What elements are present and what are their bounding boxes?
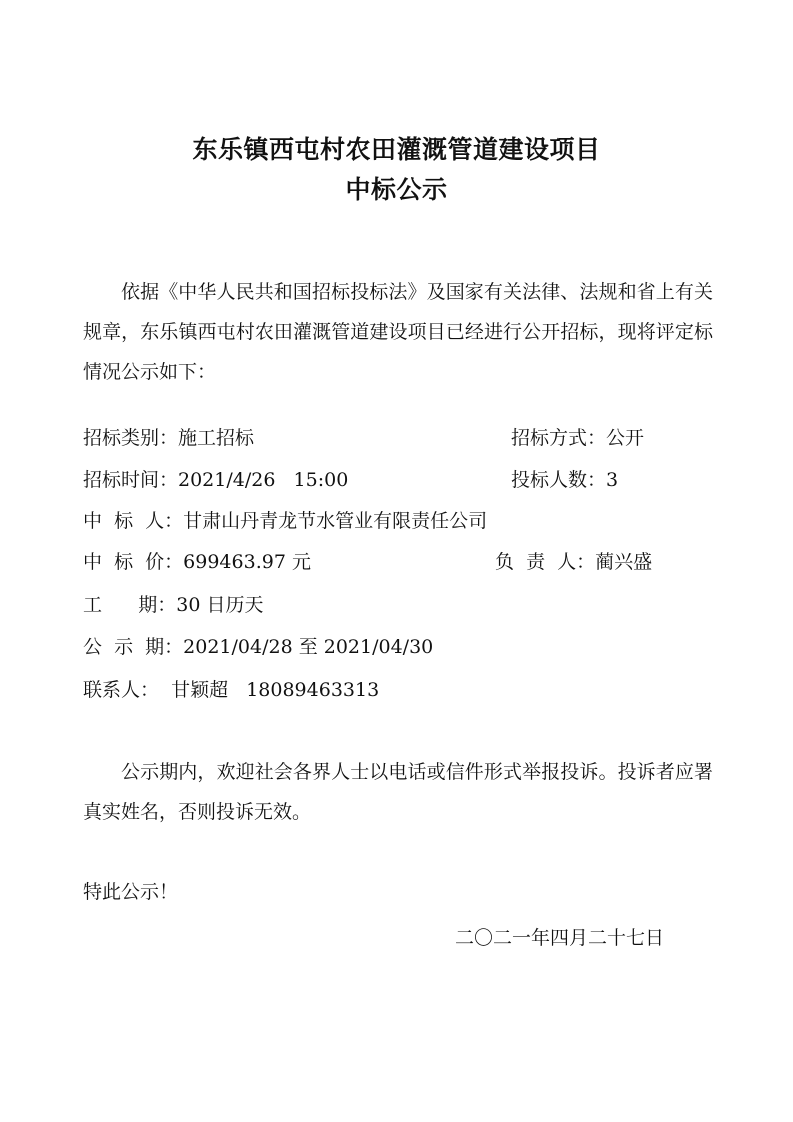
winning-price-field: 中 标 价：699463.97 元: [83, 551, 311, 573]
notice-period-field: 公 示 期：2021/04/28 至 2021/04/30: [83, 636, 434, 658]
closing-text: 特此公示！: [83, 881, 179, 903]
tender-type-field: 招标类别：施工招标: [83, 427, 255, 449]
bidder-count-field: 投标人数：3: [511, 469, 619, 491]
contact-field: 联系人： 甘颖超 18089463313: [83, 679, 380, 701]
intro-paragraph: 依据《中华人民共和国招标投标法》及国家有关法律、法规和省上有关规章，东乐镇西屯村农田灌溉管道建设项目已经进行公开招标，现将评定标情况公示如下：: [83, 281, 713, 383]
responsible-person-field: 负 责 人：蔺兴盛: [495, 551, 653, 573]
tender-method-field: 招标方式：公开: [511, 427, 645, 449]
duration-field: 工 期：30 日历天: [83, 594, 264, 616]
document-subtitle: 中标公示: [345, 175, 448, 204]
winning-bidder-field: 中 标 人：甘肃山丹青龙节水管业有限责任公司: [83, 510, 488, 532]
document-date: 二〇二一年四月二十七日: [455, 927, 665, 949]
tender-time-field: 招标时间：2021/4/26 15:00: [83, 469, 349, 491]
complaint-paragraph: 公示期内，欢迎社会各界人士以电话或信件形式举报投诉。投诉者应署真实姓名，否则投诉无效。: [83, 761, 713, 823]
document-title: 东乐镇西屯村农田灌溉管道建设项目: [192, 135, 601, 164]
